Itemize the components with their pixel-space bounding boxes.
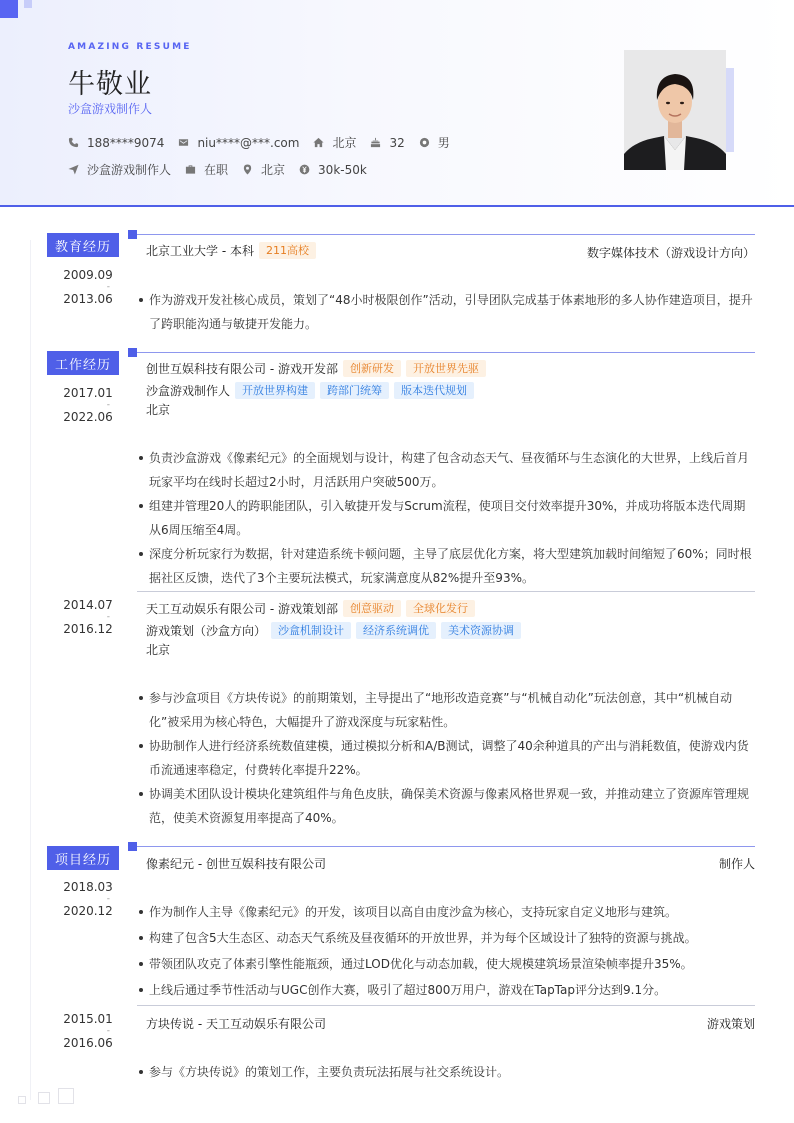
job-city: 北京: [146, 643, 171, 657]
education-tag: 211高校: [259, 242, 316, 259]
project-bullet: 作为制作人主导《像素纪元》的开发，该项目以高自由度沙盒为核心，支持玩家自定义地形与建筑。: [138, 900, 756, 924]
date-start: 2014.07: [63, 598, 113, 612]
city-item: [313, 134, 356, 151]
tagline: AMAZING RESUME: [68, 42, 192, 52]
project-role: 制作人: [718, 857, 755, 871]
section-projects-label: 项目经历: [47, 846, 119, 870]
target-job-item: [68, 161, 171, 178]
job-title-line: [146, 382, 474, 399]
skill-tag: 跨部门统筹: [320, 382, 389, 399]
skill-tag: 沙盒机制设计: [271, 622, 351, 639]
section-divider: [137, 234, 755, 235]
date-start: 2009.09: [63, 268, 113, 282]
gender-value: 男: [437, 136, 450, 150]
date-start: 2015.01: [63, 1012, 113, 1026]
project-name: 像素纪元 - 创世互娱科技有限公司: [146, 857, 326, 871]
decor-square: [38, 1092, 50, 1104]
job-bullet: 协调美术团队设计模块化建筑组件与角色皮肤，确保美术资源与像素风格世界观一致，并推动建立了资源库管理规范，使美术资源复用率提高了40%。: [138, 782, 756, 830]
job-dates: [58, 385, 118, 426]
age-item: [370, 136, 404, 150]
city-value: 北京: [332, 136, 357, 150]
education-major: 数字媒体技术（游戏设计方向）: [586, 246, 755, 260]
education-dates: [58, 267, 118, 308]
date-end: 2013.06: [63, 292, 113, 306]
briefcase-icon: [185, 164, 196, 175]
skill-tag: 版本迭代规划: [394, 382, 474, 399]
project-bullet: 上线后通过季节性活动与UGC创作大赛，吸引了超过800万用户，游戏在TapTap评分达到9.1分。: [138, 978, 756, 1002]
date-separator: -: [106, 1026, 110, 1036]
candidate-role: 沙盒游戏制作人: [68, 102, 153, 116]
education-school-line: [146, 242, 316, 259]
project-name-line: [146, 1015, 326, 1032]
section-marker: [128, 842, 137, 851]
job-company-line: [146, 600, 475, 617]
project-bullet: 构建了包含5大生态区、动态天气系统及昼夜循环的开放世界，并为每个区域设计了独特的资源与挑战。: [138, 926, 756, 950]
date-end: 2016.12: [63, 622, 113, 636]
project-role: 游戏策划: [706, 1017, 755, 1031]
project-dates: [58, 1011, 118, 1052]
date-separator: -: [106, 400, 110, 410]
job-city: 北京: [146, 403, 171, 417]
age-value: 32: [389, 135, 405, 150]
section-work-label: 工作经历: [47, 351, 119, 375]
company-tag: 开放世界先驱: [406, 360, 486, 377]
skill-tag: 美术资源协调: [441, 622, 521, 639]
date-separator: -: [106, 612, 110, 622]
decor-square: [18, 1096, 26, 1104]
profile-photo: [624, 50, 726, 170]
job-intent-row: [68, 161, 381, 178]
section-divider: [137, 352, 755, 353]
home-icon: [313, 137, 324, 148]
date-separator: -: [106, 894, 110, 904]
target-city-value: 北京: [261, 163, 286, 177]
project-name: 方块传说 - 天工互动娱乐有限公司: [146, 1017, 326, 1031]
cake-icon: [370, 137, 381, 148]
date-end: 2016.06: [63, 1036, 113, 1050]
decor-square: [58, 1088, 74, 1104]
skill-tag: 经济系统调优: [356, 622, 436, 639]
salary-value: 30k-50k: [318, 162, 367, 177]
project-name-line: [146, 855, 326, 872]
project-bullet: 参与《方块传说》的策划工作，主要负责玩法拓展与社交系统设计。: [138, 1060, 756, 1084]
date-start: 2017.01: [63, 386, 113, 400]
candidate-name: 牛敬业: [68, 69, 152, 100]
skill-tag: 开放世界构建: [235, 382, 315, 399]
gender-item: [419, 134, 450, 151]
job-title-line: [146, 622, 521, 639]
job-bullet: 组建并管理20人的跨职能团队，引入敏捷开发与Scrum流程，使项目交付效率提升30%，并成功将版本迭代周期从6周压缩至4周。: [138, 494, 756, 542]
contact-row: [68, 134, 464, 151]
email-value: niu****@***.com: [197, 135, 300, 150]
section-education-label: 教育经历: [47, 233, 119, 257]
location-icon: [242, 164, 253, 175]
project-bullet: 带领团队攻克了体素引擎性能瓶颈，通过LOD优化与动态加载，使大规模建筑场景渲染帧率提升35%。: [138, 952, 756, 976]
job-bullet: 参与沙盒项目《方块传说》的前期策划，主导提出了“地形改造竞赛”与“机械自动化”玩法创意，其中“机械自动化”被采用为核心特色，大幅提升了游戏深度与玩家粘性。: [138, 686, 756, 734]
date-start: 2018.03: [63, 880, 113, 894]
job-title: 沙盒游戏制作人: [146, 384, 231, 398]
project-dates: [58, 879, 118, 920]
section-marker: [128, 230, 137, 239]
target-city-item: [242, 161, 285, 178]
section-marker: [128, 348, 137, 357]
salary-item: [299, 163, 367, 177]
education-bullet: 作为游戏开发社核心成员，策划了“48小时极限创作”活动，引导团队完成基于体素地形的多人协作建造项目，提升了跨职能沟通与敏捷开发能力。: [138, 288, 756, 336]
timeline-rail: [30, 240, 31, 1100]
job-title: 游戏策划（沙盒方向）: [146, 624, 267, 638]
date-separator: -: [106, 282, 110, 292]
job-bullet: 协助制作人进行经济系统数值建模，通过模拟分析和A/B测试，调整了40余种道具的产出与消耗数值，使游戏内货币流通速率稳定，付费转化率提升22%。: [138, 734, 756, 782]
resume-header: [0, 0, 794, 207]
job-bullet: 深度分析玩家行为数据，针对建造系统卡顿问题，主导了底层优化方案，将大型建筑加载时间缩短了60%；同时根据社区反馈，迭代了3个主要玩法模式，玩家满意度从82%提升至93%。: [138, 542, 756, 590]
status-item: [185, 161, 228, 178]
education-school: 北京工业大学 - 本科: [146, 244, 254, 258]
phone-icon: [68, 137, 79, 148]
entry-divider: [137, 1005, 755, 1006]
company-tag: 创意驱动: [343, 600, 401, 617]
job-dates: [58, 597, 118, 638]
company-tag: 全球化发行: [406, 600, 475, 617]
decor-square-small: [24, 0, 32, 8]
gender-icon: [419, 137, 430, 148]
money-icon: [299, 164, 310, 175]
job-bullet: 负责沙盒游戏《像素纪元》的全面规划与设计，构建了包含动态天气、昼夜循环与生态演化的大世界，上线后首月玩家平均在线时长超过2小时，月活跃用户突破500万。: [138, 446, 756, 494]
phone-value: 188****9074: [87, 135, 165, 150]
status-value: 在职: [204, 163, 229, 177]
email-item: [178, 136, 299, 150]
send-icon: [68, 164, 79, 175]
job-company: 创世互娱科技有限公司 - 游戏开发部: [146, 362, 338, 376]
section-divider: [137, 846, 755, 847]
decor-square: [0, 0, 18, 18]
job-company-line: [146, 360, 486, 377]
entry-divider: [137, 591, 755, 592]
phone-item: [68, 136, 164, 150]
date-end: 2022.06: [63, 410, 113, 424]
job-company: 天工互动娱乐有限公司 - 游戏策划部: [146, 602, 338, 616]
date-end: 2020.12: [63, 904, 113, 918]
target-job-value: 沙盒游戏制作人: [87, 163, 172, 177]
mail-icon: [178, 137, 189, 148]
company-tag: 创新研发: [343, 360, 401, 377]
